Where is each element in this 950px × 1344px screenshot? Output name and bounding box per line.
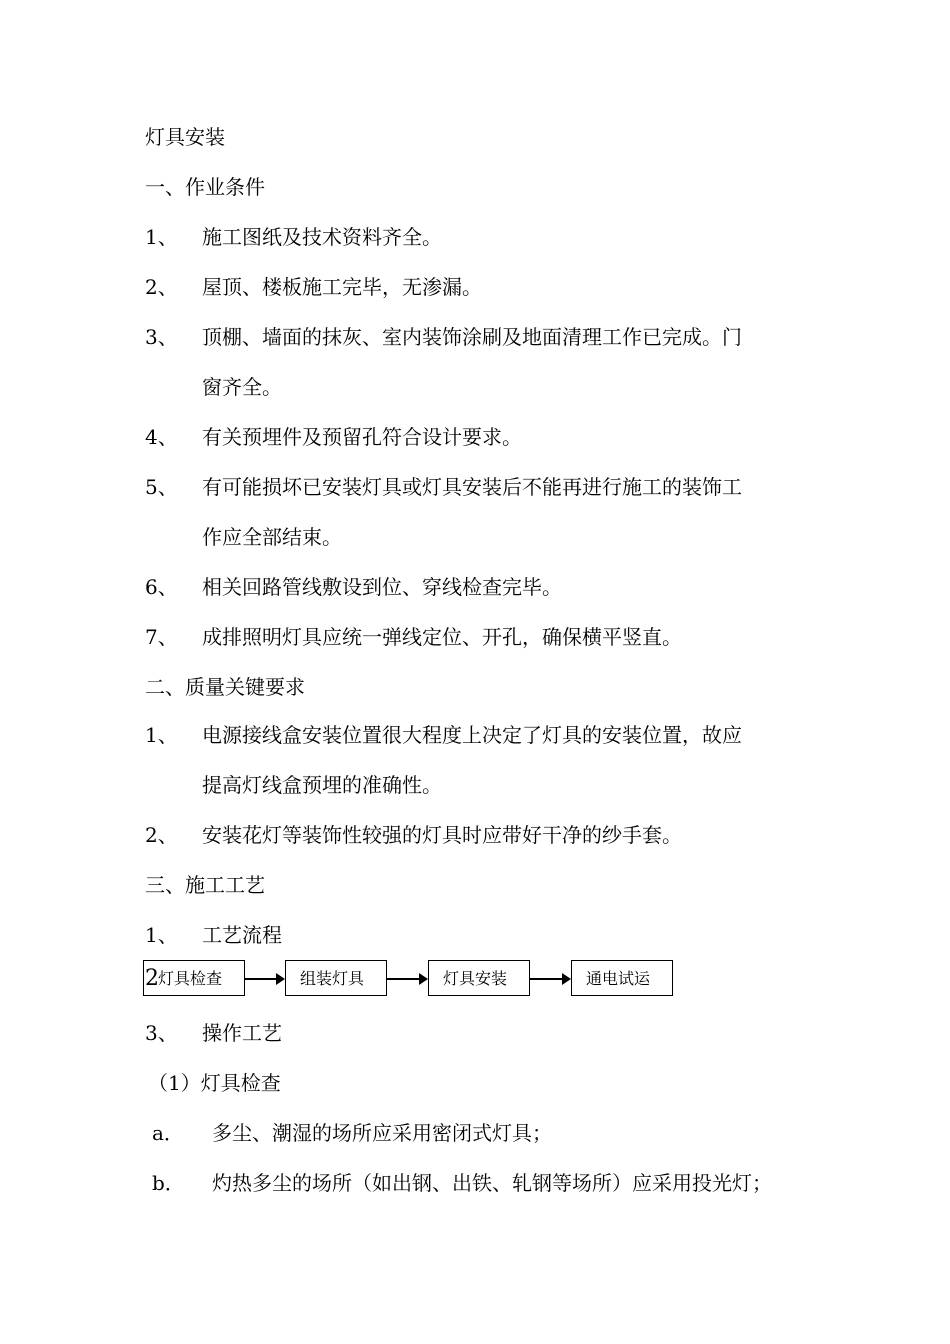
item-text: 安装花灯等装饰性较强的灯具时应带好干净的纱手套。 — [202, 823, 682, 847]
item-number: 5、 — [145, 475, 178, 499]
item-number: 6、 — [145, 575, 178, 599]
item-number: 3、 — [145, 1021, 178, 1045]
sub-item-label: a． — [152, 1121, 184, 1145]
document-title: 灯具安装 — [145, 125, 225, 149]
item-number: 7、 — [145, 625, 178, 649]
item-text: 成排照明灯具应统一弹线定位、开孔，确保横平竖直。 — [202, 625, 682, 649]
item-number: 1、 — [145, 923, 178, 947]
sub-heading: （1）灯具检查 — [148, 1071, 281, 1095]
item-number: 2、 — [145, 275, 178, 299]
flow-step-label: 灯具检查 — [158, 969, 223, 988]
item-number: 1、 — [145, 723, 178, 747]
item-text: 电源接线盒安装位置很大程度上决定了灯具的安装位置，故应 — [202, 723, 742, 747]
item-text-continuation: 窗齐全。 — [202, 375, 282, 399]
section-heading-2: 二、质量关键要求 — [145, 675, 305, 699]
item-number: 4、 — [145, 425, 178, 449]
item-number-overlap: 2 — [145, 966, 159, 991]
item-text-continuation: 作应全部结束。 — [202, 525, 342, 549]
item-number: 1、 — [145, 225, 178, 249]
item-text-continuation: 提高灯线盒预埋的准确性。 — [202, 773, 442, 797]
flow-step-label: 通电试运 — [586, 969, 651, 988]
flow-step-box — [428, 960, 530, 996]
flow-step-box — [285, 960, 387, 996]
flow-arrow — [387, 978, 426, 980]
item-text: 顶棚、墙面的抹灰、室内装饰涂刷及地面清理工作已完成。门 — [202, 325, 742, 349]
section-heading-1: 一、作业条件 — [145, 175, 265, 199]
item-text: 有关预埋件及预留孔符合设计要求。 — [202, 425, 522, 449]
flow-step-label: 灯具安装 — [443, 969, 508, 988]
sub-item-label: b． — [152, 1171, 185, 1195]
flow-arrow — [245, 978, 283, 980]
sub-item-text: 灼热多尘的场所（如出钢、出铁、轧钢等场所）应采用投光灯； — [212, 1171, 772, 1195]
flow-step-box — [571, 960, 673, 996]
item-text: 有可能损坏已安装灯具或灯具安装后不能再进行施工的装饰工 — [202, 475, 742, 499]
item-text: 施工图纸及技术资料齐全。 — [202, 225, 442, 249]
item-number: 2、 — [145, 823, 178, 847]
flow-step-label: 组装灯具 — [300, 969, 365, 988]
sub-item-text: 多尘、潮湿的场所应采用密闭式灯具； — [212, 1121, 552, 1145]
item-text: 工艺流程 — [202, 923, 282, 947]
section-heading-3: 三、施工工艺 — [145, 873, 265, 897]
item-text: 屋顶、楼板施工完毕，无渗漏。 — [202, 275, 482, 299]
item-text: 操作工艺 — [202, 1021, 282, 1045]
item-text: 相关回路管线敷设到位、穿线检查完毕。 — [202, 575, 562, 599]
item-number: 3、 — [145, 325, 178, 349]
flow-arrow — [530, 978, 569, 980]
